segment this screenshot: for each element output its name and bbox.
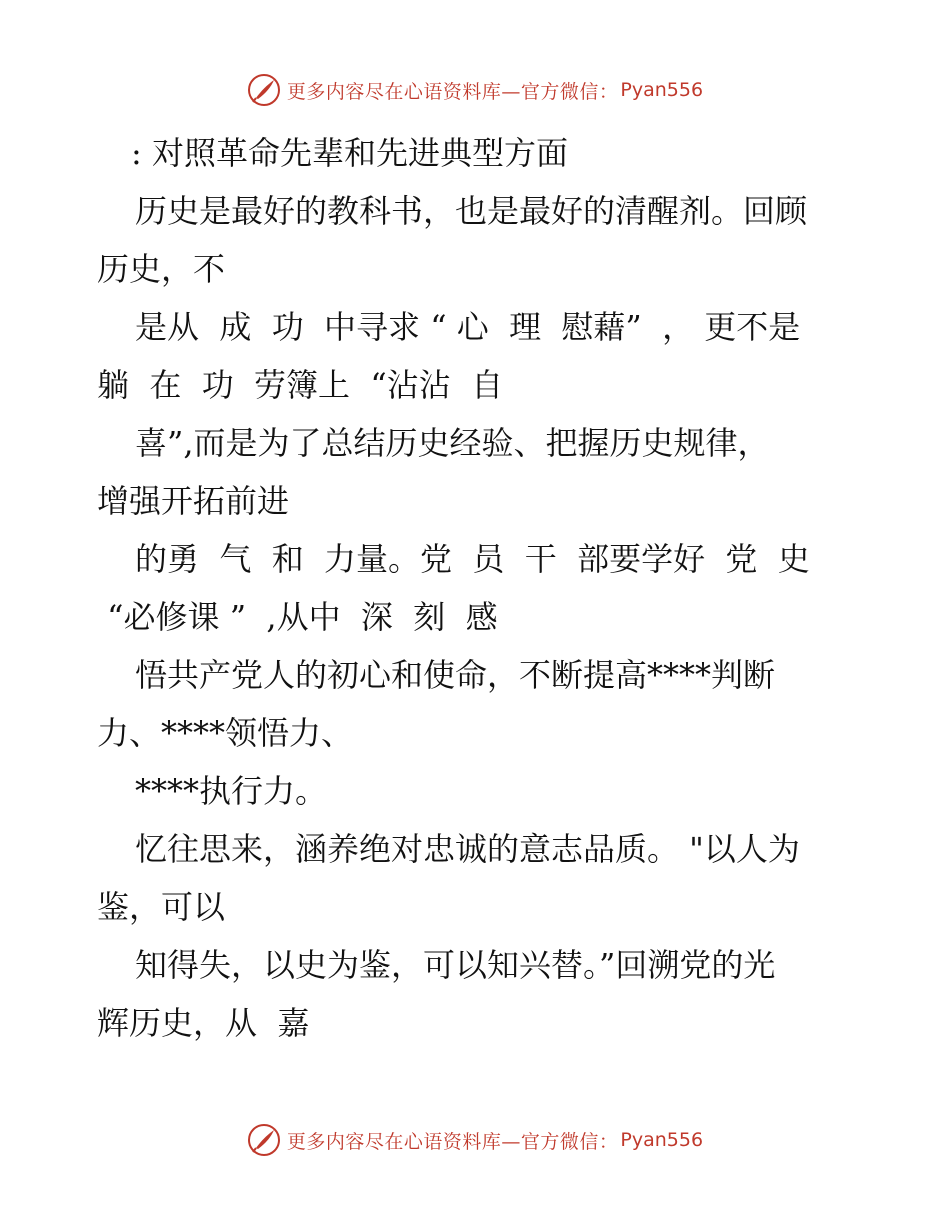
paragraph-line: 喜”,而是为了总结历史经验、把握历史规律，: [135, 424, 770, 462]
paragraph-line: 的勇 气 和 力量。党 员 干 部要学好 党 史: [135, 540, 810, 578]
watermark-banner-bottom: [0, 1120, 950, 1160]
paragraph-line: ****执行力。: [135, 772, 328, 810]
watermark-wechat-id: Pyan556: [620, 1129, 704, 1151]
paragraph-line: 躺 在 功 劳簿上 “沾沾 自: [97, 366, 504, 404]
paragraph-line: 知得失，以史为鉴，可以知兴替。”回溯党的光: [135, 946, 776, 984]
watermark-text: 更多内容尽在心语资料库—官方微信：: [286, 80, 619, 103]
paragraph-line: 历史，不: [97, 250, 226, 288]
document-body: [97, 124, 857, 1052]
quill-pen-icon: [247, 1123, 281, 1157]
paragraph-line: 力、****领悟力、: [97, 714, 354, 752]
watermark-banner-top: [0, 70, 950, 110]
paragraph-line: 辉历史，从 嘉: [97, 1004, 310, 1042]
paragraph-line: 历史是最好的教科书，也是最好的清醒剂。回顾: [135, 192, 808, 230]
paragraph-line: 增强开拓前进: [97, 482, 290, 520]
watermark-wechat-id: Pyan556: [620, 79, 704, 101]
paragraph-line: 鉴，可以: [97, 888, 226, 926]
paragraph-line: 忆往思来，涵养绝对忠诚的意志品质。 "以人为: [135, 830, 800, 868]
watermark-text: 更多内容尽在心语资料库—官方微信：: [286, 1130, 619, 1153]
paragraph-line: “必修课 ” ,从中 深 刻 感: [97, 598, 498, 636]
section-heading: : 对照革命先辈和先进典型方面: [131, 134, 568, 172]
paragraph-line: 悟共产党人的初心和使命，不断提高****判断: [135, 656, 776, 694]
quill-pen-icon: [247, 73, 281, 107]
paragraph-line: 是从 成 功 中寻求 “ 心 理 慰藉” ， 更不是: [135, 308, 801, 346]
